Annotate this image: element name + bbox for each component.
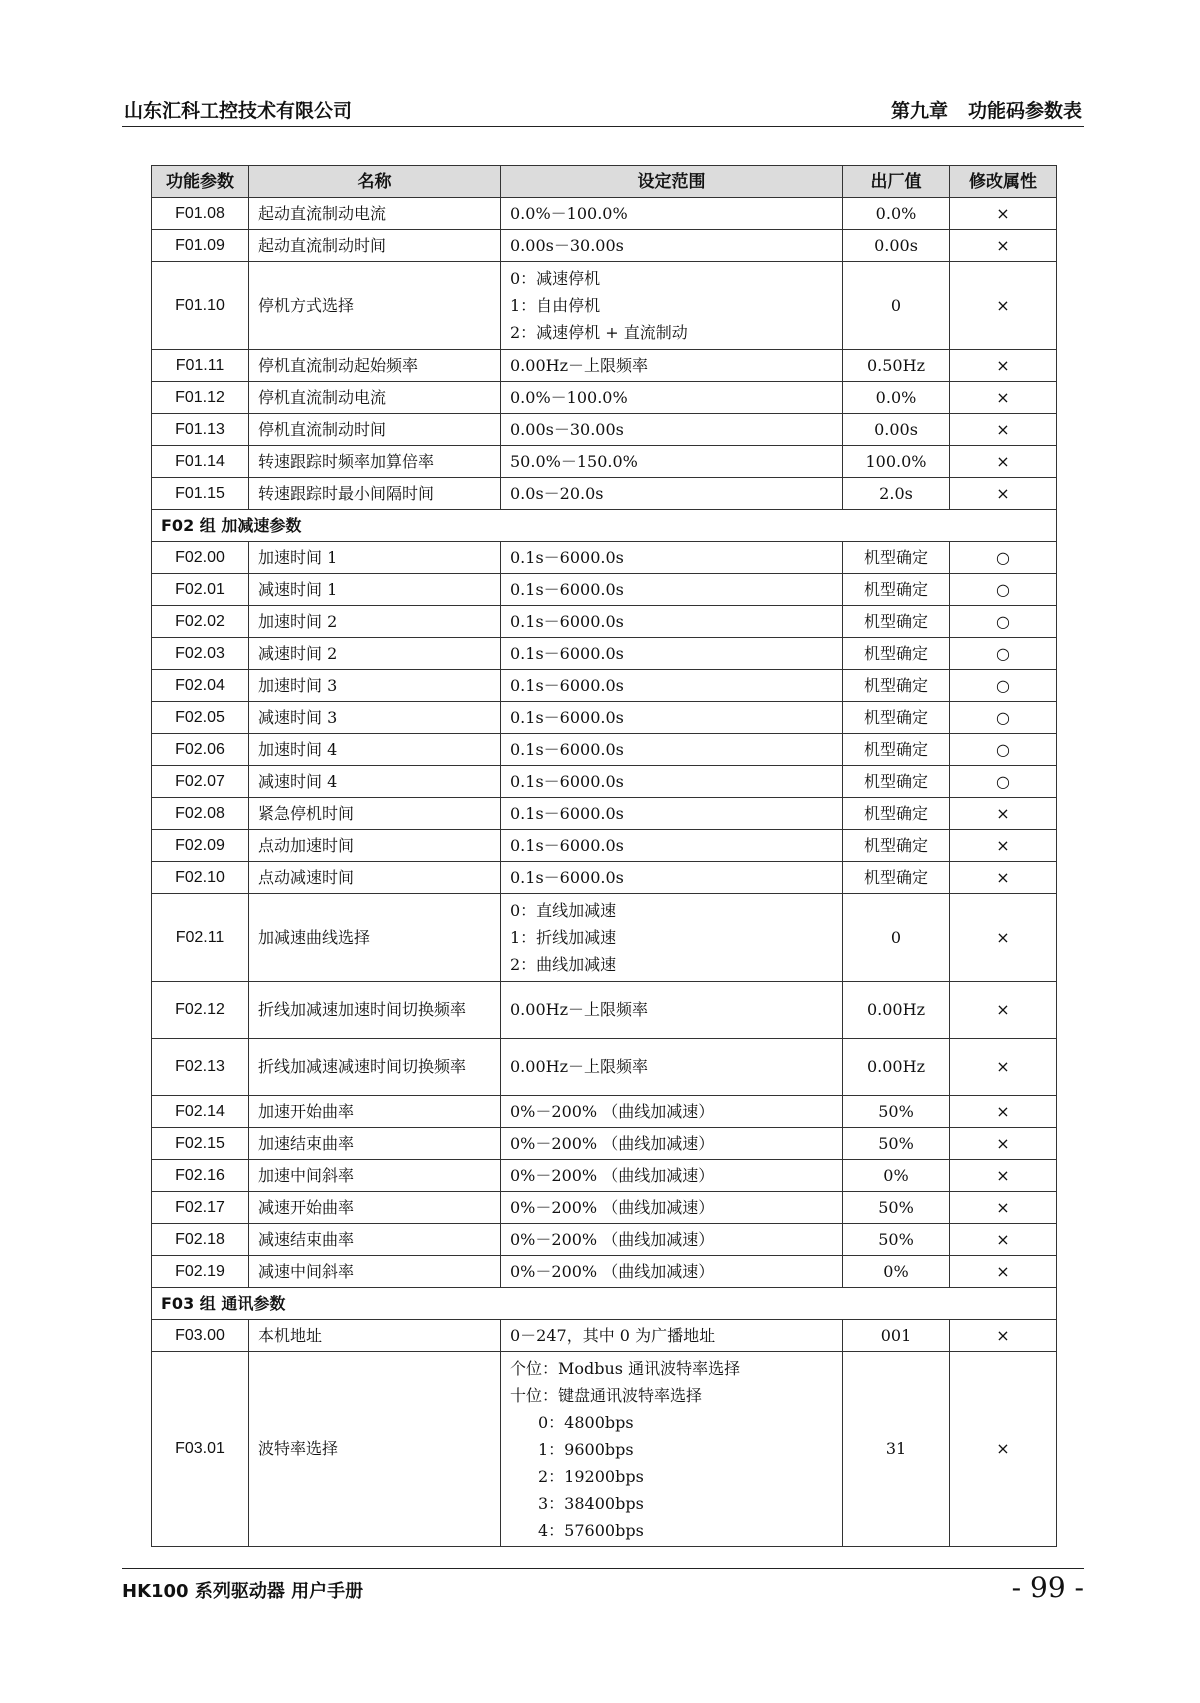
param-range: 0%－200% （曲线加减速） (501, 1096, 843, 1128)
param-default: 100.0% (843, 446, 950, 478)
param-attribute: × (950, 862, 1057, 894)
param-name: 加速结束曲率 (249, 1128, 501, 1160)
param-attribute: ○ (950, 702, 1057, 734)
param-range: 0.1s－6000.0s (501, 702, 843, 734)
param-attribute: × (950, 1128, 1057, 1160)
param-attribute: × (950, 1224, 1057, 1256)
table-row (152, 198, 1057, 230)
param-attribute: × (950, 1256, 1057, 1288)
param-default: 0.50Hz (843, 350, 950, 382)
table-body (152, 198, 1057, 1547)
param-code: F01.12 (152, 382, 249, 414)
param-code: F02.05 (152, 702, 249, 734)
table-row (152, 766, 1057, 798)
param-default: 50% (843, 1128, 950, 1160)
column-header-range: 设定范围 (501, 166, 843, 198)
param-name: 停机直流制动起始频率 (249, 350, 501, 382)
param-range: 0－247，其中 0 为广播地址 (501, 1320, 843, 1352)
param-name: 本机地址 (249, 1320, 501, 1352)
param-name: 停机方式选择 (249, 262, 501, 350)
param-code: F02.09 (152, 830, 249, 862)
param-default: 0.00Hz (843, 1039, 950, 1096)
param-default: 机型确定 (843, 830, 950, 862)
param-range: 0.1s－6000.0s (501, 606, 843, 638)
param-code: F02.16 (152, 1160, 249, 1192)
param-name: 折线加减速减速时间切换频率 (249, 1039, 501, 1096)
param-code: F01.08 (152, 198, 249, 230)
group-header-row (152, 1288, 1057, 1320)
param-code: F02.12 (152, 982, 249, 1039)
param-attribute: × (950, 198, 1057, 230)
param-code: F02.13 (152, 1039, 249, 1096)
param-code: F02.04 (152, 670, 249, 702)
param-default: 机型确定 (843, 606, 950, 638)
param-attribute: × (950, 982, 1057, 1039)
range-line: 1：9600bps (538, 1439, 634, 1459)
param-attribute: × (950, 262, 1057, 350)
param-range: 0.1s－6000.0s (501, 830, 843, 862)
param-default: 0.00Hz (843, 982, 950, 1039)
param-attribute: × (950, 894, 1057, 982)
range-line: 0：减速停机 (510, 269, 601, 288)
param-default: 50% (843, 1224, 950, 1256)
param-name: 起动直流制动电流 (249, 198, 501, 230)
param-name: 加速时间 1 (249, 542, 501, 574)
param-attribute: × (950, 1352, 1057, 1547)
table-row (152, 478, 1057, 510)
param-name: 加速时间 4 (249, 734, 501, 766)
param-range: 0.00Hz－上限频率 (501, 1039, 843, 1096)
param-default: 0.0% (843, 198, 950, 230)
param-code: F02.02 (152, 606, 249, 638)
param-name: 点动减速时间 (249, 862, 501, 894)
chapter-name: 功能码参数表 (967, 100, 1082, 122)
param-range: 0%－200% （曲线加减速） (501, 1256, 843, 1288)
param-range: 0.1s－6000.0s (501, 798, 843, 830)
param-default: 机型确定 (843, 670, 950, 702)
range-line: 个位：Modbus 通讯波特率选择 (510, 1358, 741, 1378)
range-line: 0：4800bps (538, 1412, 634, 1432)
param-name: 加速时间 3 (249, 670, 501, 702)
param-default: 31 (843, 1352, 950, 1547)
param-range (501, 1352, 843, 1547)
manual-title: HK100 系列驱动器 用户手册 (122, 1581, 364, 1602)
param-range: 0.1s－6000.0s (501, 862, 843, 894)
table-row (152, 1256, 1057, 1288)
param-code: F01.10 (152, 262, 249, 350)
range-line: 2：曲线加减速 (510, 955, 617, 974)
param-code: F02.03 (152, 638, 249, 670)
param-code: F02.00 (152, 542, 249, 574)
param-default: 0.0% (843, 382, 950, 414)
param-range: 0.1s－6000.0s (501, 574, 843, 606)
param-range: 0%－200% （曲线加减速） (501, 1224, 843, 1256)
parameter-table (151, 165, 1057, 1547)
page-number: - 99 - (1011, 1571, 1084, 1604)
table-row (152, 542, 1057, 574)
param-name: 加速中间斜率 (249, 1160, 501, 1192)
table-row (152, 1096, 1057, 1128)
param-name: 加减速曲线选择 (249, 894, 501, 982)
param-name: 减速中间斜率 (249, 1256, 501, 1288)
range-line: 2：减速停机 + 直流制动 (510, 323, 688, 342)
table-row (152, 798, 1057, 830)
group-header-row (152, 510, 1057, 542)
param-name: 加速时间 2 (249, 606, 501, 638)
param-attribute: × (950, 1320, 1057, 1352)
param-range: 50.0%－150.0% (501, 446, 843, 478)
param-name: 减速结束曲率 (249, 1224, 501, 1256)
param-name: 减速时间 4 (249, 766, 501, 798)
param-attribute: × (950, 230, 1057, 262)
table-row (152, 262, 1057, 350)
param-code: F02.17 (152, 1192, 249, 1224)
param-range: 0%－200% （曲线加减速） (501, 1192, 843, 1224)
param-code: F02.11 (152, 894, 249, 982)
param-default: 机型确定 (843, 862, 950, 894)
param-code: F03.00 (152, 1320, 249, 1352)
table-row (152, 382, 1057, 414)
table-row (152, 1320, 1057, 1352)
table-row (152, 982, 1057, 1039)
param-attribute: × (950, 382, 1057, 414)
param-default: 2.0s (843, 478, 950, 510)
table-row (152, 830, 1057, 862)
param-attribute: ○ (950, 670, 1057, 702)
param-code: F02.14 (152, 1096, 249, 1128)
table-row (152, 230, 1057, 262)
param-attribute: ○ (950, 638, 1057, 670)
param-attribute: × (950, 414, 1057, 446)
param-name: 加速开始曲率 (249, 1096, 501, 1128)
param-default: 0 (843, 262, 950, 350)
param-range: 0.1s－6000.0s (501, 766, 843, 798)
group-title: F02 组 加减速参数 (152, 510, 1057, 542)
param-range: 0.00s－30.00s (501, 414, 843, 446)
param-code: F02.15 (152, 1128, 249, 1160)
param-range: 0.1s－6000.0s (501, 734, 843, 766)
param-name: 停机直流制动电流 (249, 382, 501, 414)
table-row (152, 446, 1057, 478)
param-code: F02.10 (152, 862, 249, 894)
param-name: 波特率选择 (249, 1352, 501, 1547)
param-attribute: × (950, 1160, 1057, 1192)
param-name: 点动加速时间 (249, 830, 501, 862)
param-default: 0.00s (843, 230, 950, 262)
param-name: 减速时间 1 (249, 574, 501, 606)
table-row (152, 1352, 1057, 1547)
range-line: 0：直线加减速 (510, 901, 617, 920)
range-line: 3：38400bps (538, 1493, 644, 1513)
company-name: 山东汇科工控技术有限公司 (124, 100, 353, 122)
param-default: 50% (843, 1192, 950, 1224)
param-attribute: ○ (950, 734, 1057, 766)
param-code: F02.01 (152, 574, 249, 606)
param-code: F01.14 (152, 446, 249, 478)
param-attribute: ○ (950, 766, 1057, 798)
group-title: F03 组 通讯参数 (152, 1288, 1057, 1320)
param-range: 0%－200% （曲线加减速） (501, 1160, 843, 1192)
param-range: 0%－200% （曲线加减速） (501, 1128, 843, 1160)
param-name: 减速时间 2 (249, 638, 501, 670)
param-attribute: × (950, 1039, 1057, 1096)
table-row (152, 670, 1057, 702)
param-name: 转速跟踪时最小间隔时间 (249, 478, 501, 510)
table-row (152, 574, 1057, 606)
column-header-default: 出厂值 (843, 166, 950, 198)
param-code: F01.11 (152, 350, 249, 382)
column-header-code: 功能参数 (152, 166, 249, 198)
table-row (152, 1039, 1057, 1096)
param-default: 0 (843, 894, 950, 982)
param-attribute: ○ (950, 542, 1057, 574)
param-attribute: ○ (950, 606, 1057, 638)
chapter-number: 第九章 (890, 100, 948, 122)
param-default: 机型确定 (843, 734, 950, 766)
range-line: 十位：键盘通讯波特率选择 (510, 1385, 703, 1405)
param-default: 机型确定 (843, 542, 950, 574)
param-code: F01.15 (152, 478, 249, 510)
table-row (152, 638, 1057, 670)
param-code: F02.07 (152, 766, 249, 798)
param-range: 0.00s－30.00s (501, 230, 843, 262)
column-header-name: 名称 (249, 166, 501, 198)
param-range: 0.1s－6000.0s (501, 670, 843, 702)
page-footer (122, 1568, 1084, 1609)
table-row (152, 894, 1057, 982)
param-name: 停机直流制动时间 (249, 414, 501, 446)
param-default: 0.00s (843, 414, 950, 446)
param-range: 0.0%－100.0% (501, 198, 843, 230)
range-line: 1：自由停机 (510, 296, 601, 315)
param-range: 0.00Hz－上限频率 (501, 350, 843, 382)
param-default: 0% (843, 1256, 950, 1288)
param-range: 0.1s－6000.0s (501, 638, 843, 670)
param-code: F01.13 (152, 414, 249, 446)
column-header-attribute: 修改属性 (950, 166, 1057, 198)
param-name: 起动直流制动时间 (249, 230, 501, 262)
param-attribute: × (950, 446, 1057, 478)
table-row (152, 862, 1057, 894)
param-default: 机型确定 (843, 702, 950, 734)
range-line: 1：折线加减速 (510, 928, 617, 947)
param-name: 折线加减速加速时间切换频率 (249, 982, 501, 1039)
param-code: F02.06 (152, 734, 249, 766)
param-range: 0.0s－20.0s (501, 478, 843, 510)
table-row (152, 1128, 1057, 1160)
param-name: 转速跟踪时频率加算倍率 (249, 446, 501, 478)
param-code: F01.09 (152, 230, 249, 262)
param-name: 减速时间 3 (249, 702, 501, 734)
table-row (152, 350, 1057, 382)
param-name: 减速开始曲率 (249, 1192, 501, 1224)
table-row (152, 734, 1057, 766)
param-default: 0% (843, 1160, 950, 1192)
param-range: 0.00Hz－上限频率 (501, 982, 843, 1039)
param-attribute: × (950, 350, 1057, 382)
page-header (122, 96, 1084, 127)
chapter-title (891, 96, 1082, 123)
table-row (152, 606, 1057, 638)
param-range (501, 262, 843, 350)
param-attribute: × (950, 830, 1057, 862)
param-attribute: × (950, 798, 1057, 830)
param-attribute: × (950, 1096, 1057, 1128)
param-default: 50% (843, 1096, 950, 1128)
param-attribute: ○ (950, 574, 1057, 606)
table-row (152, 1224, 1057, 1256)
param-default: 机型确定 (843, 574, 950, 606)
table-row (152, 414, 1057, 446)
param-code: F03.01 (152, 1352, 249, 1547)
table-header-row (152, 166, 1057, 198)
param-code: F02.19 (152, 1256, 249, 1288)
table-row (152, 1160, 1057, 1192)
param-default: 机型确定 (843, 766, 950, 798)
param-default: 机型确定 (843, 638, 950, 670)
param-default: 机型确定 (843, 798, 950, 830)
param-attribute: × (950, 1192, 1057, 1224)
table-row (152, 1192, 1057, 1224)
param-code: F02.18 (152, 1224, 249, 1256)
table-row (152, 702, 1057, 734)
param-name: 紧急停机时间 (249, 798, 501, 830)
range-line: 2：19200bps (538, 1466, 644, 1486)
param-range: 0.0%－100.0% (501, 382, 843, 414)
param-default: 001 (843, 1320, 950, 1352)
range-line: 4：57600bps (538, 1520, 644, 1540)
param-range: 0.1s－6000.0s (501, 542, 843, 574)
param-attribute: × (950, 478, 1057, 510)
param-range (501, 894, 843, 982)
param-code: F02.08 (152, 798, 249, 830)
